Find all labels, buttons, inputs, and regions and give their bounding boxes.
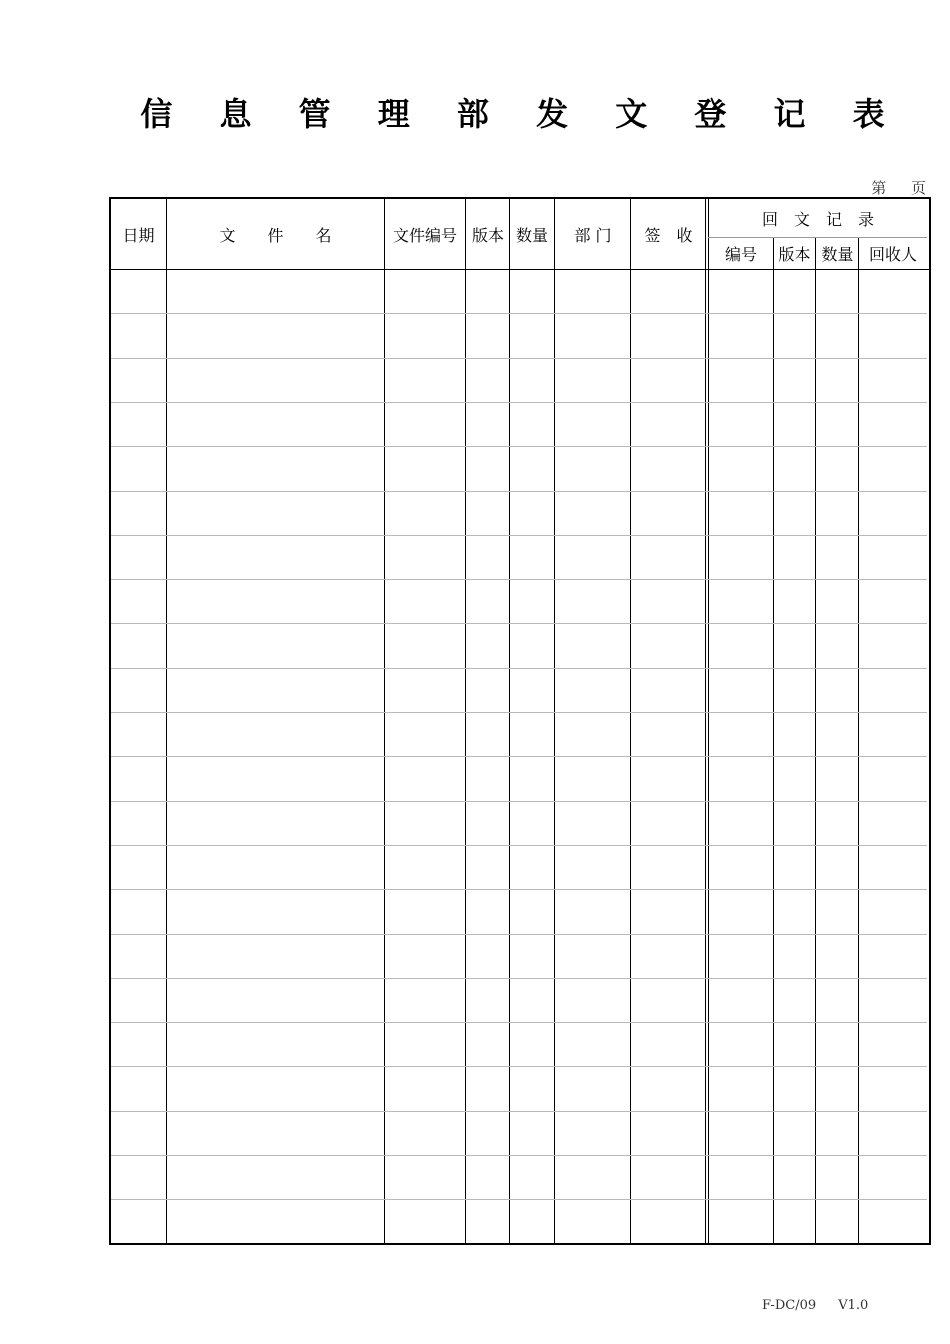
column-divider: [465, 197, 466, 1243]
subheader-divider: [708, 237, 927, 238]
table-row-line: [111, 1111, 927, 1112]
table-row-line: [111, 579, 927, 580]
header-department: 部 门: [574, 225, 612, 245]
column-divider: [773, 237, 774, 1243]
table-row-line: [111, 1022, 927, 1023]
table-row-line: [111, 402, 927, 403]
header-sign-receipt: 签 收: [644, 225, 693, 245]
column-divider: [708, 197, 709, 1243]
table-row-line: [111, 313, 927, 314]
table-row-line: [111, 978, 927, 979]
header-file-name: 文 件 名: [219, 225, 332, 245]
header-file-number: 文件编号: [392, 225, 457, 245]
column-divider: [858, 237, 859, 1243]
table-row-line: [111, 358, 927, 359]
table-row-line: [111, 712, 927, 713]
column-divider: [384, 197, 385, 1243]
header-return-recipient: 回收人: [868, 245, 917, 264]
table-row-line: [111, 1066, 927, 1067]
table-row-line: [111, 801, 927, 802]
table-row-line: [111, 845, 927, 846]
header-quantity: 数量: [515, 225, 548, 245]
table-row-line: [111, 668, 927, 669]
header-version: 版本: [471, 225, 504, 245]
header-return-number: 编号: [724, 245, 757, 264]
header-return-record: 回 文 记 录: [761, 209, 874, 229]
page-number-label: 第 页: [871, 179, 926, 197]
header-return-version: 版本: [778, 245, 811, 264]
table-row-line: [111, 756, 927, 757]
column-divider: [554, 197, 555, 1243]
header-return-quantity: 数量: [821, 245, 854, 264]
table-row-line: [111, 1155, 927, 1156]
column-divider: [705, 197, 706, 1243]
table-row-line: [111, 934, 927, 935]
table-row-line: [111, 889, 927, 890]
table-row-line: [111, 535, 927, 536]
table-row-line: [111, 623, 927, 624]
header-date: 日期: [122, 225, 155, 245]
table-row-line: [111, 491, 927, 492]
column-divider: [509, 197, 510, 1243]
table-row-line: [111, 1199, 927, 1200]
column-divider: [630, 197, 631, 1243]
document-title: 信 息 管 理 部 发 文 登 记 表: [140, 95, 903, 133]
form-code-footer: F-DC/09 V1.0: [762, 1298, 869, 1313]
dispatch-register-table: [109, 197, 931, 1245]
header-divider: [109, 269, 929, 270]
table-row-line: [111, 446, 927, 447]
table-border: [109, 197, 931, 1245]
column-divider: [815, 237, 816, 1243]
column-divider: [166, 197, 167, 1243]
